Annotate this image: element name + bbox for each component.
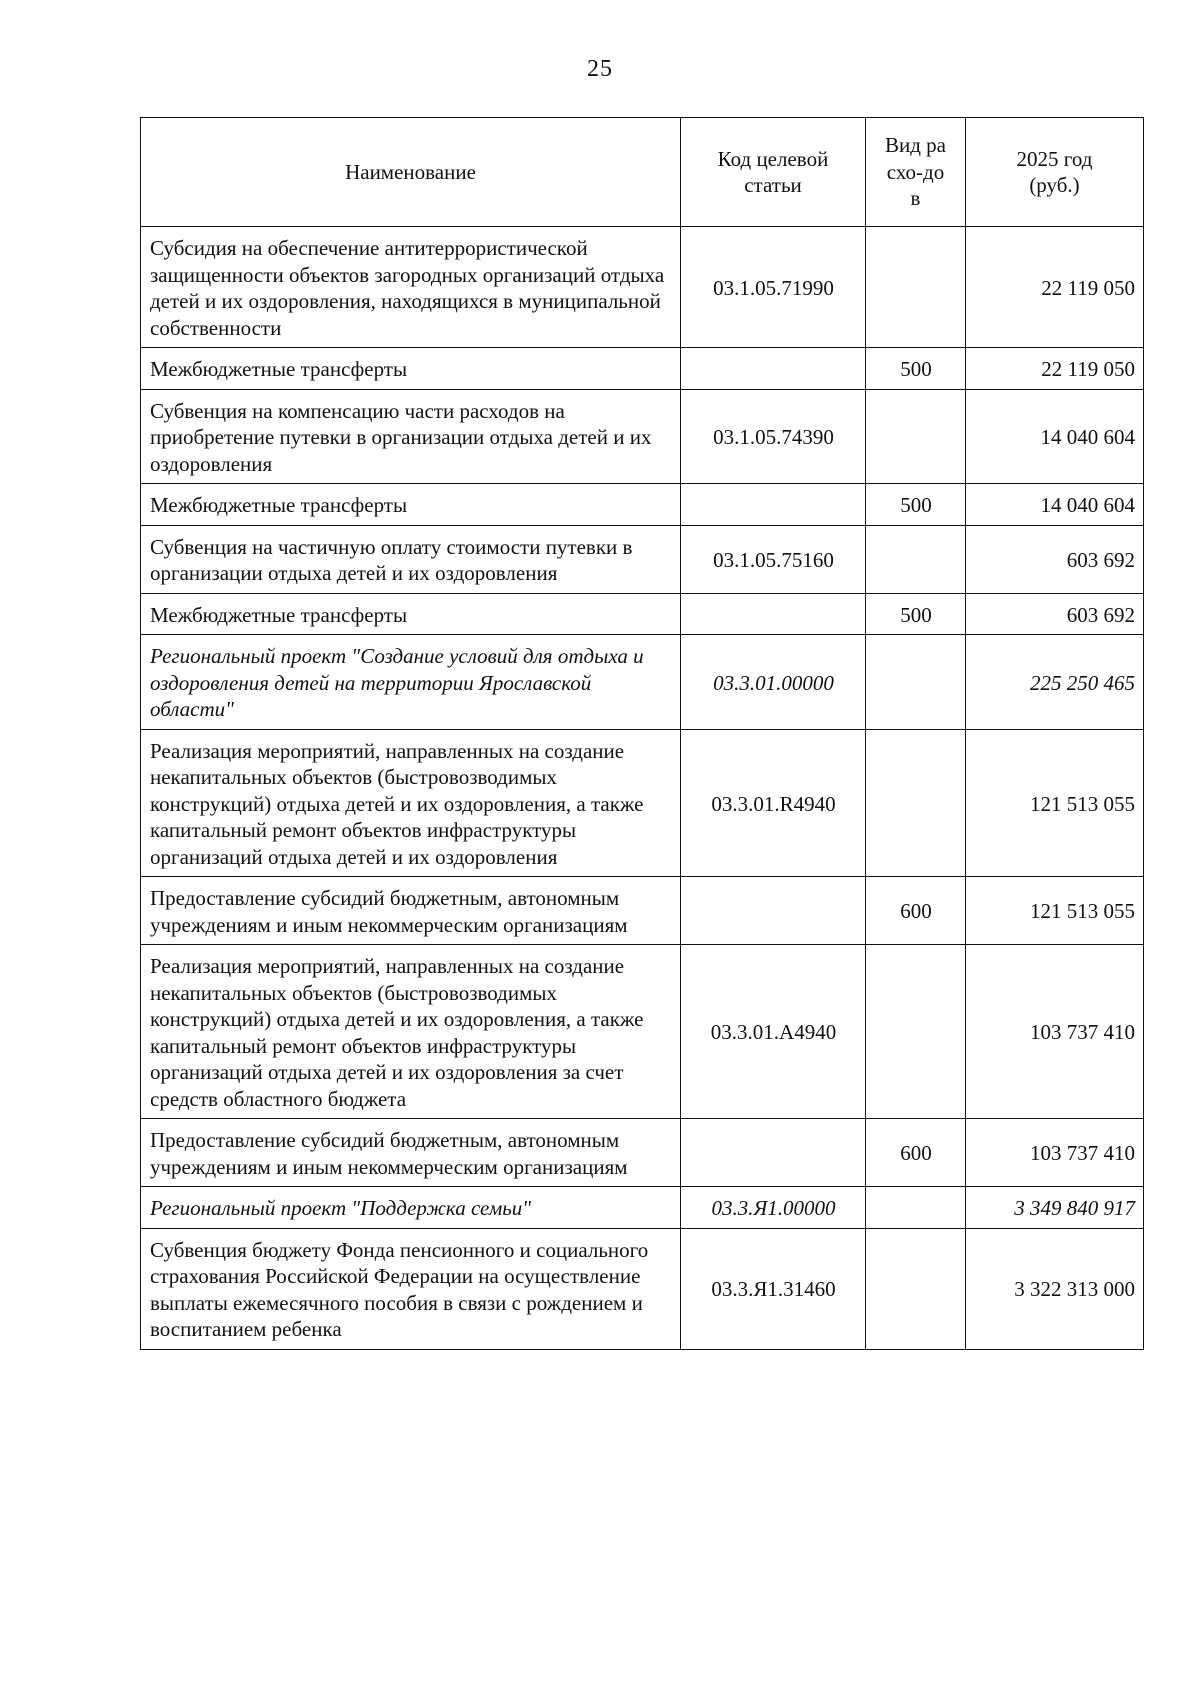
cell-code: 03.3.Я1.31460: [681, 1228, 866, 1349]
cell-type: [866, 525, 966, 593]
table-body: [141, 227, 1144, 1350]
table-row: [141, 1119, 1144, 1187]
cell-name: Реализация мероприятий, направленных на создание некапитальных объектов (быстровозводимых конструкций) отдыха детей и их оздоровления, а также капитальный ремонт объектов инфраструктуры организаций отдыха детей и их оздоровления за счет средств областного бюджета: [141, 945, 681, 1119]
cell-amount: 3 349 840 917: [966, 1187, 1144, 1229]
cell-code: 03.1.05.74390: [681, 389, 866, 484]
table-row: [141, 945, 1144, 1119]
cell-type: [866, 1228, 966, 1349]
cell-type: 500: [866, 484, 966, 526]
cell-amount: 22 119 050: [966, 348, 1144, 390]
cell-amount: 22 119 050: [966, 227, 1144, 348]
page-number: 25: [587, 56, 613, 82]
cell-type: [866, 729, 966, 877]
table-row: [141, 1187, 1144, 1229]
table-row: [141, 525, 1144, 593]
header-name: [141, 118, 681, 227]
table-row: [141, 227, 1144, 348]
cell-code: [681, 348, 866, 390]
table-row: [141, 1228, 1144, 1349]
table-row: [141, 389, 1144, 484]
cell-name: Предоставление субсидий бюджетным, автономным учреждениям и иным некоммерческим организациям: [141, 877, 681, 945]
cell-name: Реализация мероприятий, направленных на создание некапитальных объектов (быстровозводимых конструкций) отдыха детей и их оздоровления, а также капитальный ремонт объектов инфраструктуры организаций отдыха детей и их оздоровления: [141, 729, 681, 877]
cell-type: 600: [866, 1119, 966, 1187]
cell-code: [681, 1119, 866, 1187]
table-row: [141, 484, 1144, 526]
cell-amount: 121 513 055: [966, 877, 1144, 945]
cell-code: 03.3.01.А4940: [681, 945, 866, 1119]
cell-code: 03.3.01.00000: [681, 635, 866, 730]
cell-name: Региональный проект "Создание условий для отдыха и оздоровления детей на территории Ярославской области": [141, 635, 681, 730]
cell-amount: 103 737 410: [966, 945, 1144, 1119]
header-row: [141, 118, 1144, 227]
cell-name: Субвенция бюджету Фонда пенсионного и социального страхования Российской Федерации на осуществление выплаты ежемесячного пособия в связи с рождением и воспитанием ребенка: [141, 1228, 681, 1349]
header-code: [681, 118, 866, 227]
table-row: [141, 635, 1144, 730]
cell-name: Субвенция на компенсацию части расходов на приобретение путевки в организации отдыха детей и их оздоровления: [141, 389, 681, 484]
cell-amount: 3 322 313 000: [966, 1228, 1144, 1349]
cell-code: [681, 593, 866, 635]
cell-type: [866, 635, 966, 730]
cell-type: 500: [866, 348, 966, 390]
table-row: [141, 729, 1144, 877]
table-row: [141, 593, 1144, 635]
cell-code: 03.3.Я1.00000: [681, 1187, 866, 1229]
cell-name: Субсидия на обеспечение антитеррористической защищенности объектов загородных организаций отдыха детей и их оздоровления, находящихся в муниципальной собственности: [141, 227, 681, 348]
cell-amount: 603 692: [966, 525, 1144, 593]
cell-name: Межбюджетные трансферты: [141, 484, 681, 526]
cell-code: 03.3.01.R4940: [681, 729, 866, 877]
cell-amount: 121 513 055: [966, 729, 1144, 877]
cell-type: [866, 389, 966, 484]
cell-amount: 14 040 604: [966, 389, 1144, 484]
cell-name: Предоставление субсидий бюджетным, автономным учреждениям и иным некоммерческим организациям: [141, 1119, 681, 1187]
table-header: [141, 118, 1144, 227]
cell-name: Межбюджетные трансферты: [141, 348, 681, 390]
cell-type: [866, 1187, 966, 1229]
cell-name: Субвенция на частичную оплату стоимости путевки в организации отдыха детей и их оздоровления: [141, 525, 681, 593]
cell-name: Региональный проект "Поддержка семьи": [141, 1187, 681, 1229]
cell-type: [866, 227, 966, 348]
table-row: [141, 348, 1144, 390]
header-amount: [966, 118, 1144, 227]
cell-amount: 225 250 465: [966, 635, 1144, 730]
cell-type: 500: [866, 593, 966, 635]
cell-amount: 103 737 410: [966, 1119, 1144, 1187]
budget-table: [140, 117, 1144, 1350]
table-row: [141, 877, 1144, 945]
header-name-text: Наименование: [345, 159, 476, 184]
cell-name: Межбюджетные трансферты: [141, 593, 681, 635]
header-type-text: Вид расхо-дов: [884, 133, 946, 211]
header-amount-text: 2025 год (руб.): [1016, 146, 1093, 197]
header-code-text: Код целевой статьи: [717, 146, 829, 197]
header-type: [866, 118, 966, 227]
cell-type: [866, 945, 966, 1119]
cell-amount: 14 040 604: [966, 484, 1144, 526]
cell-code: [681, 484, 866, 526]
cell-code: [681, 877, 866, 945]
cell-code: 03.1.05.75160: [681, 525, 866, 593]
cell-type: 600: [866, 877, 966, 945]
cell-code: 03.1.05.71990: [681, 227, 866, 348]
cell-amount: 603 692: [966, 593, 1144, 635]
